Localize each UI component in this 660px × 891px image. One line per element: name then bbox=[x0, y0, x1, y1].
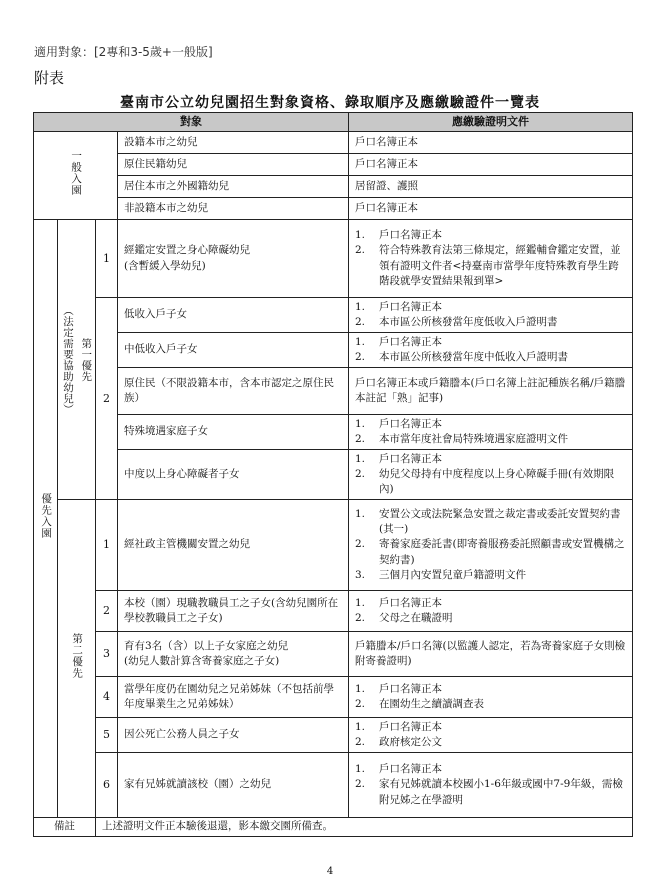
target-cell: 居住本市之外國籍幼兒 bbox=[118, 176, 349, 198]
table-row bbox=[34, 500, 633, 591]
document-item-number: 2. bbox=[355, 433, 366, 445]
document-item-number: 2. bbox=[355, 316, 366, 328]
document-item-number: 1. bbox=[355, 507, 366, 520]
general-admission-label bbox=[34, 132, 118, 220]
document-list bbox=[355, 335, 626, 365]
document-item-number: 2. bbox=[355, 736, 366, 748]
document-item: 2. 父母之在職證明 bbox=[355, 611, 626, 626]
documents-cell bbox=[349, 450, 633, 500]
target-cell: 低收入戶子女 bbox=[118, 298, 349, 333]
documents-cell bbox=[349, 718, 633, 753]
document-item-number: 1. bbox=[355, 596, 366, 609]
document-item-number: 1. bbox=[355, 763, 366, 776]
document-list bbox=[355, 452, 626, 498]
document-item: 2. 符合特殊教育法第三條規定，經鑑輔會鑑定安置，並領有證明文件者<持臺南市當學年度特殊教育學生跨階段就學安置結果報到單> bbox=[355, 244, 621, 287]
document-item: 1. 戶口名簿正本 bbox=[355, 762, 626, 777]
priority-admission-label-text: 優先入園 bbox=[40, 492, 53, 539]
table-row bbox=[34, 176, 633, 198]
table-row bbox=[34, 132, 633, 154]
document-item: 1. 戶口名簿正本 bbox=[355, 300, 626, 315]
document-item: 1. 戶口名簿正本 bbox=[355, 417, 626, 432]
document-item-number: 1. bbox=[355, 417, 366, 430]
document-list bbox=[355, 417, 626, 447]
document-item: 1. 安置公文或法院緊急安置之裁定書或委託安置契約書(其一) bbox=[355, 507, 621, 536]
rank-number: 3 bbox=[96, 632, 118, 677]
documents-cell bbox=[349, 753, 633, 818]
first-priority-label-group bbox=[58, 305, 95, 415]
document-item: 3. 三個月內安置兒童戶籍證明文件 bbox=[355, 568, 626, 583]
document-item: 2. 在園幼生之續讀調查表 bbox=[355, 697, 626, 712]
second-priority-label-text: 第二優先 bbox=[71, 632, 84, 679]
document-list bbox=[355, 300, 626, 330]
document-item-number: 2. bbox=[355, 244, 366, 257]
document-item-number: 1. bbox=[355, 682, 366, 695]
rank-number: 2 bbox=[96, 591, 118, 632]
document-item: 1. 戶口名簿正本 bbox=[355, 596, 626, 611]
target-cell: 設籍本市之幼兒 bbox=[118, 132, 349, 154]
documents-cell: 戶口名簿正本或戶籍謄本(戶口名簿上註記種族名稱/戶籍謄本註記「熟」記事) bbox=[349, 368, 633, 415]
table-row bbox=[34, 298, 633, 333]
documents-cell bbox=[349, 220, 633, 298]
document-list bbox=[355, 720, 626, 750]
target-cell: 本校（園）現職教職員工之子女(含幼兒園所在學校教職員工之子女) bbox=[118, 591, 349, 632]
first-priority-subtitle: （法定需要協助幼兒） bbox=[62, 304, 74, 415]
document-item: 1. 戶口名簿正本 bbox=[355, 228, 626, 243]
table-row bbox=[34, 220, 633, 298]
document-item-number: 2. bbox=[355, 612, 366, 624]
document-item-number: 2. bbox=[355, 538, 366, 551]
rank-number: 1 bbox=[96, 220, 118, 298]
documents-cell bbox=[349, 298, 633, 333]
documents-cell: 戶口名簿正本 bbox=[349, 198, 633, 220]
general-admission-label-text: 一般入園 bbox=[70, 149, 83, 196]
target-cell: 當學年度仍在園幼兒之兄弟姊妹（不包括前學年度畢業生之兄弟姊妹） bbox=[118, 677, 349, 718]
document-item: 2. 家有兄姊就讀本校國小1-6年級或國中7-9年級，需檢附兄姊之在學證明 bbox=[355, 778, 623, 806]
document-item: 2. 幼兒父母持有中度程度以上身心障礙手冊(有效期限內) bbox=[355, 467, 615, 496]
document-item: 1. 戶口名簿正本 bbox=[355, 720, 626, 735]
first-priority-label bbox=[58, 220, 96, 500]
table-row bbox=[34, 632, 633, 677]
page-number: 4 bbox=[326, 866, 334, 877]
target-cell: 原住民（不限設籍本市，含本市認定之原住民族） bbox=[118, 368, 349, 415]
table-row bbox=[34, 415, 633, 450]
document-item-number: 2. bbox=[355, 778, 366, 791]
document-item: 1. 戶口名簿正本 bbox=[355, 335, 626, 350]
table-row bbox=[34, 154, 633, 176]
document-list bbox=[355, 762, 626, 808]
target-cell: 經社政主管機關安置之幼兒 bbox=[118, 500, 349, 591]
note-row bbox=[34, 818, 633, 837]
document-item-number: 2. bbox=[355, 698, 366, 710]
document-item: 2. 政府核定公文 bbox=[355, 735, 626, 750]
table-row bbox=[34, 198, 633, 220]
document-item-number: 2. bbox=[355, 351, 366, 363]
first-priority-title: 第一優先 bbox=[80, 337, 93, 382]
document-item-number: 2. bbox=[355, 467, 366, 480]
table-header-row bbox=[34, 113, 633, 132]
documents-cell: 居留證、護照 bbox=[349, 176, 633, 198]
table-row bbox=[34, 368, 633, 415]
documents-cell: 戶籍謄本/戶口名簿(以監護人認定，若為寄養家庭子女則檢附寄養證明) bbox=[349, 632, 633, 677]
rank-number: 1 bbox=[96, 500, 118, 591]
header-target: 對象 bbox=[34, 113, 349, 132]
documents-cell bbox=[349, 415, 633, 450]
rank-number: 4 bbox=[96, 677, 118, 718]
target-cell: 育有3名（含）以上子女家庭之幼兒 (幼兒人數計算含寄養家庭之子女) bbox=[118, 632, 349, 677]
document-list bbox=[355, 596, 626, 626]
target-cell: 非設籍本市之幼兒 bbox=[118, 198, 349, 220]
documents-cell bbox=[349, 500, 633, 591]
table-row bbox=[34, 333, 633, 368]
documents-cell: 戶口名簿正本 bbox=[349, 132, 633, 154]
document-item-number: 3. bbox=[355, 568, 366, 581]
rank-number: 5 bbox=[96, 718, 118, 753]
target-cell: 因公死亡公務人員之子女 bbox=[118, 718, 349, 753]
header-documents: 應繳驗證明文件 bbox=[349, 113, 633, 132]
appendix-label: 附表 bbox=[34, 69, 65, 87]
rank-number: 2 bbox=[96, 298, 118, 500]
page-title: 臺南市公立幼兒園招生對象資格、錄取順序及應繳驗證件一覽表 bbox=[120, 95, 540, 111]
target-cell: 中低收入戶子女 bbox=[118, 333, 349, 368]
rank-number: 6 bbox=[96, 753, 118, 818]
table-row bbox=[34, 450, 633, 500]
target-cell: 家有兄姊就讀該校（園）之幼兒 bbox=[118, 753, 349, 818]
documents-cell bbox=[349, 333, 633, 368]
target-cell: 特殊境遇家庭子女 bbox=[118, 415, 349, 450]
admission-table bbox=[33, 112, 633, 837]
document-list bbox=[355, 507, 626, 583]
document-item: 1. 戶口名簿正本 bbox=[355, 682, 626, 697]
documents-cell bbox=[349, 677, 633, 718]
document-item-number: 1. bbox=[355, 720, 366, 733]
applicable-target-label: 適用對象：[2專和3-5歲+一般版] bbox=[34, 45, 213, 59]
document-item: 2. 本市區公所核發當年度中低收入戶證明書 bbox=[355, 350, 626, 365]
document-item-number: 1. bbox=[355, 229, 366, 242]
document-item: 2. 寄養家庭委託書(即寄養服務委託照顧書或安置機構之契約書) bbox=[355, 538, 625, 566]
target-cell: 原住民籍幼兒 bbox=[118, 154, 349, 176]
document-list bbox=[355, 228, 626, 289]
document-list bbox=[355, 682, 626, 712]
document-item-number: 1. bbox=[355, 300, 366, 313]
document-item-number: 1. bbox=[355, 335, 366, 348]
table-row bbox=[34, 718, 633, 753]
documents-cell: 戶口名簿正本 bbox=[349, 154, 633, 176]
note-text: 上述證明文件正本驗後退還，影本繳交園所備查。 bbox=[96, 818, 633, 837]
target-cell: 中度以上身心障礙者子女 bbox=[118, 450, 349, 500]
documents-cell bbox=[349, 591, 633, 632]
document-item: 1. 戶口名簿正本 bbox=[355, 452, 626, 467]
priority-admission-label bbox=[34, 220, 58, 818]
note-label: 備註 bbox=[34, 818, 96, 837]
second-priority-label bbox=[58, 500, 96, 818]
document-item: 2. 本市當年度社會局特殊境遇家庭證明文件 bbox=[355, 432, 626, 447]
table-row bbox=[34, 591, 633, 632]
table-row bbox=[34, 677, 633, 718]
target-cell: 經鑑定安置之身心障礙幼兒 (含暫緩入學幼兒) bbox=[118, 220, 349, 298]
document-item: 2. 本市區公所核發當年度低收入戶證明書 bbox=[355, 315, 626, 330]
document-item-number: 1. bbox=[355, 452, 366, 465]
table-row bbox=[34, 753, 633, 818]
